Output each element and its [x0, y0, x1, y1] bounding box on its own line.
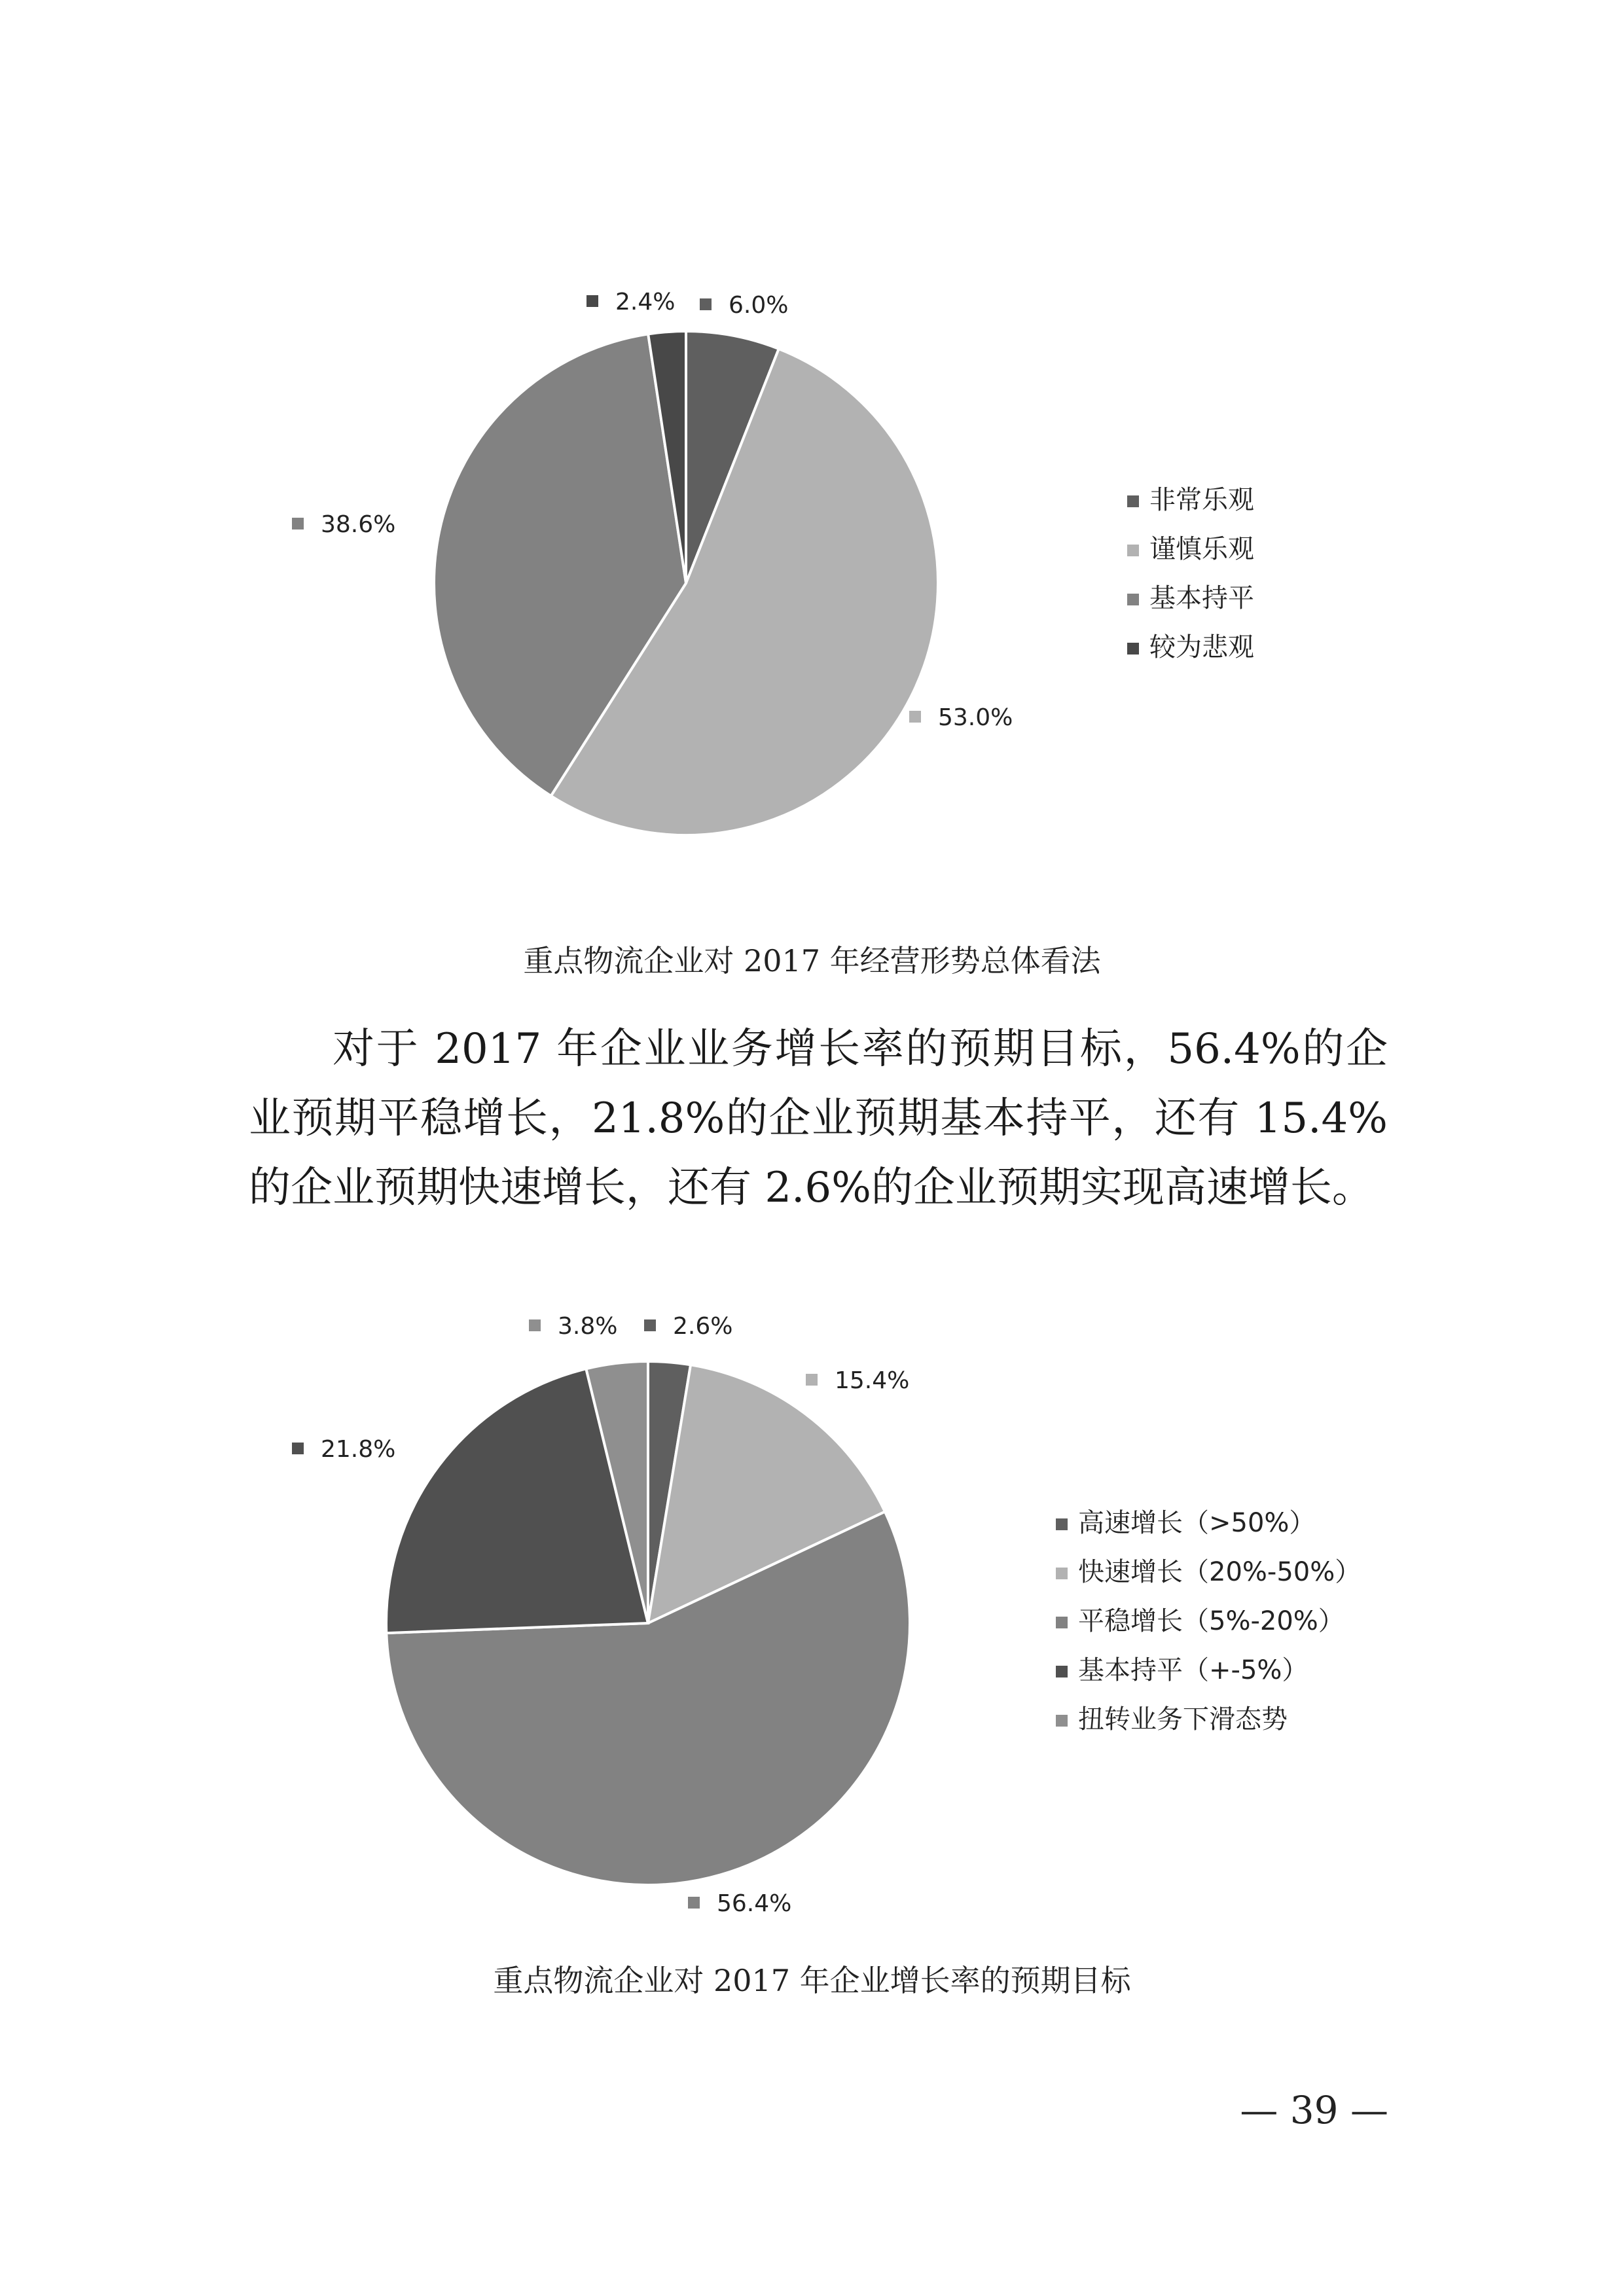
legend-label: 谨慎乐观 — [1149, 534, 1254, 564]
legend-marker — [1056, 1518, 1068, 1530]
data-label: 53.0% — [938, 704, 1013, 731]
legend-marker — [1056, 1617, 1068, 1628]
chart2-caption: 重点物流企业对 2017 年企业增长率的预期目标 — [493, 1963, 1131, 1998]
legend-label: 扭转业务下滑态势 — [1078, 1704, 1288, 1734]
legend-label: 非常乐观 — [1149, 485, 1254, 515]
legend-label: 平稳增长（5%-20%） — [1078, 1606, 1344, 1636]
data-label-marker — [700, 298, 712, 310]
legend-marker — [1127, 495, 1139, 507]
data-label: 2.4% — [615, 289, 676, 315]
data-label: 56.4% — [717, 1890, 792, 1917]
pie-chart-growth-target — [0, 1283, 1624, 1970]
data-label: 15.4% — [835, 1367, 910, 1394]
chart1-caption: 重点物流企业对 2017 年经营形势总体看法 — [523, 943, 1101, 978]
legend-marker — [1056, 1568, 1068, 1579]
body-paragraph: 对于 2017 年企业业务增长率的预期目标，56.4%的企业预期平稳增长，21.8%的企业预期基本持平，还有 15.4%的企业预期快速增长，还有 2.6%的企业预期实现高速增长。 — [249, 1025, 1388, 1212]
page-number: — 39 — — [1240, 2088, 1388, 2132]
legend-marker — [1056, 1715, 1068, 1727]
legend-label: 高速增长（>50%） — [1078, 1508, 1316, 1538]
data-label-marker — [586, 295, 598, 307]
data-label-marker — [688, 1897, 700, 1909]
data-label: 3.8% — [558, 1313, 618, 1340]
legend-label: 快速增长（20%-50%） — [1078, 1557, 1362, 1587]
data-label: 21.8% — [321, 1436, 396, 1463]
data-label-marker — [806, 1374, 818, 1386]
legend-marker — [1127, 594, 1139, 605]
data-label-marker — [292, 1443, 304, 1454]
data-label-marker — [909, 711, 921, 723]
data-label: 38.6% — [321, 511, 396, 538]
data-label-marker — [292, 518, 304, 529]
legend-label: 基本持平 — [1149, 583, 1254, 613]
data-label-marker — [529, 1319, 541, 1331]
legend-label: 基本持平（+-5%） — [1078, 1655, 1308, 1685]
data-label-marker — [644, 1319, 656, 1331]
legend-marker — [1127, 643, 1139, 655]
legend-marker — [1127, 545, 1139, 556]
legend-marker — [1056, 1666, 1068, 1677]
data-label: 6.0% — [729, 292, 789, 319]
legend-label: 较为悲观 — [1149, 632, 1254, 662]
pie-chart-outlook — [0, 249, 1624, 903]
data-label: 2.6% — [673, 1313, 733, 1340]
